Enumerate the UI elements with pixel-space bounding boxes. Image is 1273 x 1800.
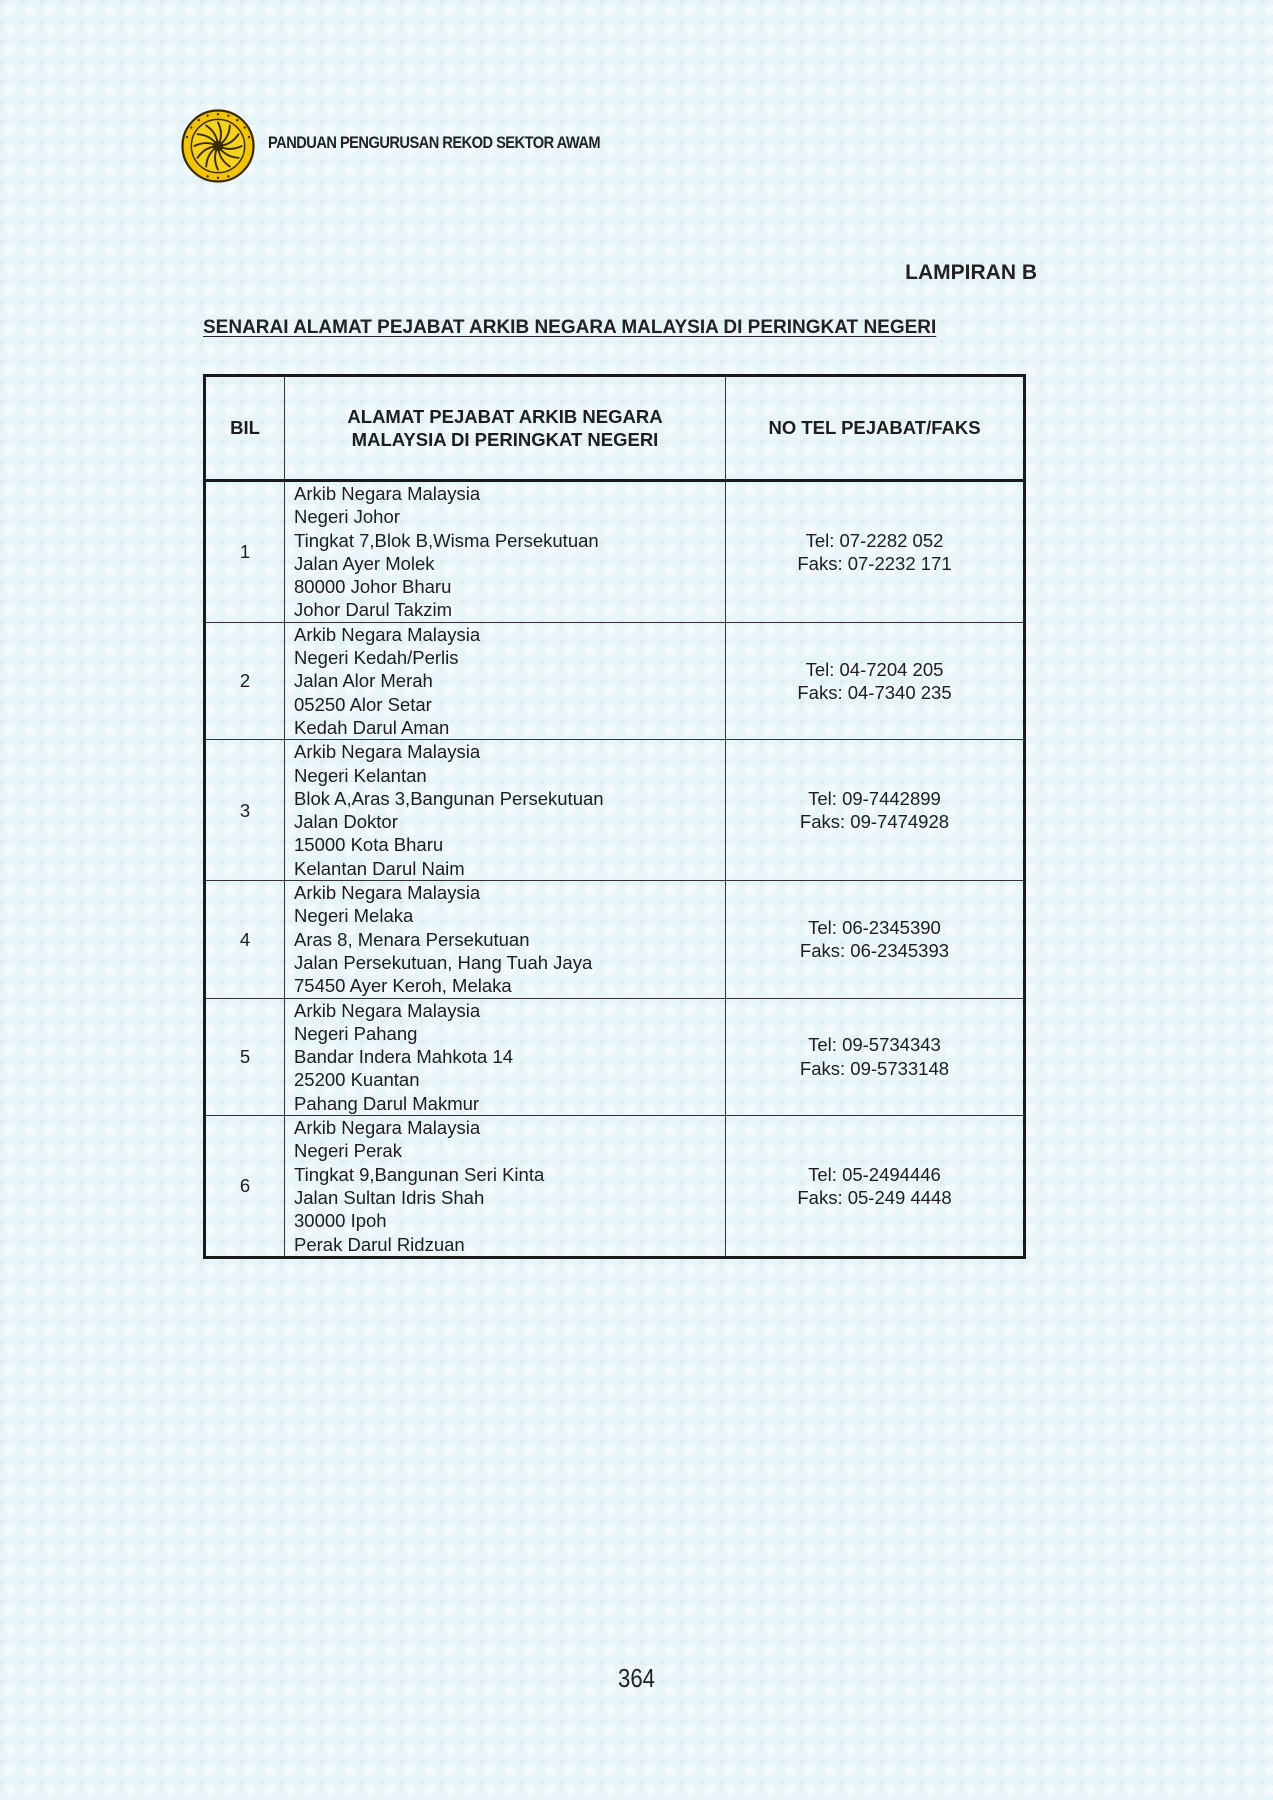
phone-number: Tel: 05-2494446 bbox=[808, 1163, 941, 1185]
address-line: Tingkat 7,Blok B,Wisma Persekutuan bbox=[294, 529, 599, 551]
address-cell bbox=[285, 481, 726, 623]
phone-number: Tel: 09-7442899 bbox=[808, 787, 941, 809]
address-line: Johor Darul Takzim bbox=[294, 599, 452, 621]
address-cell bbox=[285, 740, 726, 881]
table-row bbox=[205, 998, 1025, 1115]
fax-number: Faks: 04-7340 235 bbox=[797, 682, 952, 704]
address-line: Negeri Kedah/Perlis bbox=[294, 647, 459, 669]
address-line: Arkib Negara Malaysia bbox=[294, 623, 481, 645]
address-line: Kelantan Darul Naim bbox=[294, 857, 465, 879]
phone-number: Tel: 09-5734343 bbox=[808, 1034, 941, 1056]
row-number: 4 bbox=[205, 881, 285, 998]
fax-number: Faks: 07-2232 171 bbox=[797, 552, 952, 574]
phone-cell bbox=[726, 622, 1025, 739]
address-line: Pahang Darul Makmur bbox=[294, 1092, 480, 1114]
address-line: Arkib Negara Malaysia bbox=[294, 882, 481, 904]
phone-cell bbox=[726, 481, 1025, 623]
column-header-bil: BIL bbox=[205, 376, 285, 481]
address-line: Arkib Negara Malaysia bbox=[294, 483, 481, 504]
address-line: Aras 8, Menara Persekutuan bbox=[294, 928, 530, 950]
address-cell bbox=[285, 881, 726, 998]
page-header bbox=[181, 109, 654, 183]
header-title: PANDUAN PENGURUSAN REKOD SEKTOR AWAM bbox=[268, 133, 601, 152]
address-line: Negeri Melaka bbox=[294, 905, 414, 927]
appendix-label: LAMPIRAN B bbox=[905, 261, 1037, 284]
fax-number: Faks: 06-2345393 bbox=[799, 940, 950, 962]
column-header-phone: NO TEL PEJABAT/FAKS bbox=[726, 376, 1025, 481]
address-line: 30000 Ipoh bbox=[294, 1210, 387, 1232]
address-line: Arkib Negara Malaysia bbox=[294, 1117, 481, 1139]
address-line: Negeri Pahang bbox=[294, 1022, 418, 1044]
phone-cell bbox=[726, 998, 1025, 1115]
row-number: 3 bbox=[205, 740, 285, 881]
row-number: 5 bbox=[205, 998, 285, 1115]
address-line: 15000 Kota Bharu bbox=[294, 834, 444, 856]
table-row bbox=[205, 740, 1025, 881]
phone-number: Tel: 07-2282 052 bbox=[805, 529, 944, 551]
address-cell bbox=[285, 1116, 726, 1258]
address-line: Kedah Darul Aman bbox=[294, 716, 450, 738]
address-line: Jalan Sultan Idris Shah bbox=[294, 1186, 485, 1208]
column-header-address: ALAMAT PEJABAT ARKIB NEGARA MALAYSIA DI PERINGKAT NEGERI bbox=[285, 376, 726, 481]
address-line: Jalan Persekutuan, Hang Tuah Jaya bbox=[294, 951, 593, 973]
address-cell bbox=[285, 622, 726, 739]
address-line: Arkib Negara Malaysia bbox=[294, 999, 481, 1021]
address-line: 80000 Johor Bharu bbox=[294, 576, 452, 598]
address-line: Tingkat 9,Bangunan Seri Kinta bbox=[294, 1163, 545, 1185]
table-header-row bbox=[205, 376, 1025, 481]
row-number: 1 bbox=[205, 481, 285, 623]
address-line: 75450 Ayer Keroh, Melaka bbox=[294, 975, 512, 997]
page-number: 364 bbox=[618, 1663, 655, 1693]
fax-number: Faks: 09-5733148 bbox=[799, 1057, 950, 1079]
address-line: Bandar Indera Mahkota 14 bbox=[294, 1046, 514, 1068]
address-line: 25200 Kuantan bbox=[294, 1069, 420, 1091]
address-line: Perak Darul Ridzuan bbox=[294, 1233, 465, 1255]
fax-number: Faks: 05-249 4448 bbox=[797, 1186, 952, 1208]
address-line: Negeri Johor bbox=[294, 506, 400, 528]
fax-number: Faks: 09-7474928 bbox=[799, 811, 950, 833]
address-line: Negeri Perak bbox=[294, 1140, 402, 1162]
row-number: 2 bbox=[205, 622, 285, 739]
phone-cell bbox=[726, 881, 1025, 998]
phone-number: Tel: 04-7204 205 bbox=[805, 658, 944, 680]
phone-cell bbox=[726, 1116, 1025, 1258]
address-line: Arkib Negara Malaysia bbox=[294, 741, 481, 763]
address-cell bbox=[285, 998, 726, 1115]
address-line: 05250 Alor Setar bbox=[294, 693, 432, 715]
address-table bbox=[203, 374, 1026, 1259]
address-line: Jalan Doktor bbox=[294, 811, 398, 833]
phone-cell bbox=[726, 740, 1025, 881]
phone-number: Tel: 06-2345390 bbox=[808, 916, 941, 938]
address-line: Blok A,Aras 3,Bangunan Persekutuan bbox=[294, 787, 604, 809]
address-line: Jalan Ayer Molek bbox=[294, 552, 435, 574]
table-row bbox=[205, 881, 1025, 998]
table-row bbox=[205, 1116, 1025, 1258]
address-line: Jalan Alor Merah bbox=[294, 670, 433, 692]
table-row bbox=[205, 622, 1025, 739]
national-archives-seal-icon bbox=[181, 109, 255, 183]
address-line: Negeri Kelantan bbox=[294, 764, 427, 786]
document-title: SENARAI ALAMAT PEJABAT ARKIB NEGARA MALAYSIA DI PERINGKAT NEGERI bbox=[203, 317, 937, 338]
table-row bbox=[205, 481, 1025, 623]
row-number: 6 bbox=[205, 1116, 285, 1258]
